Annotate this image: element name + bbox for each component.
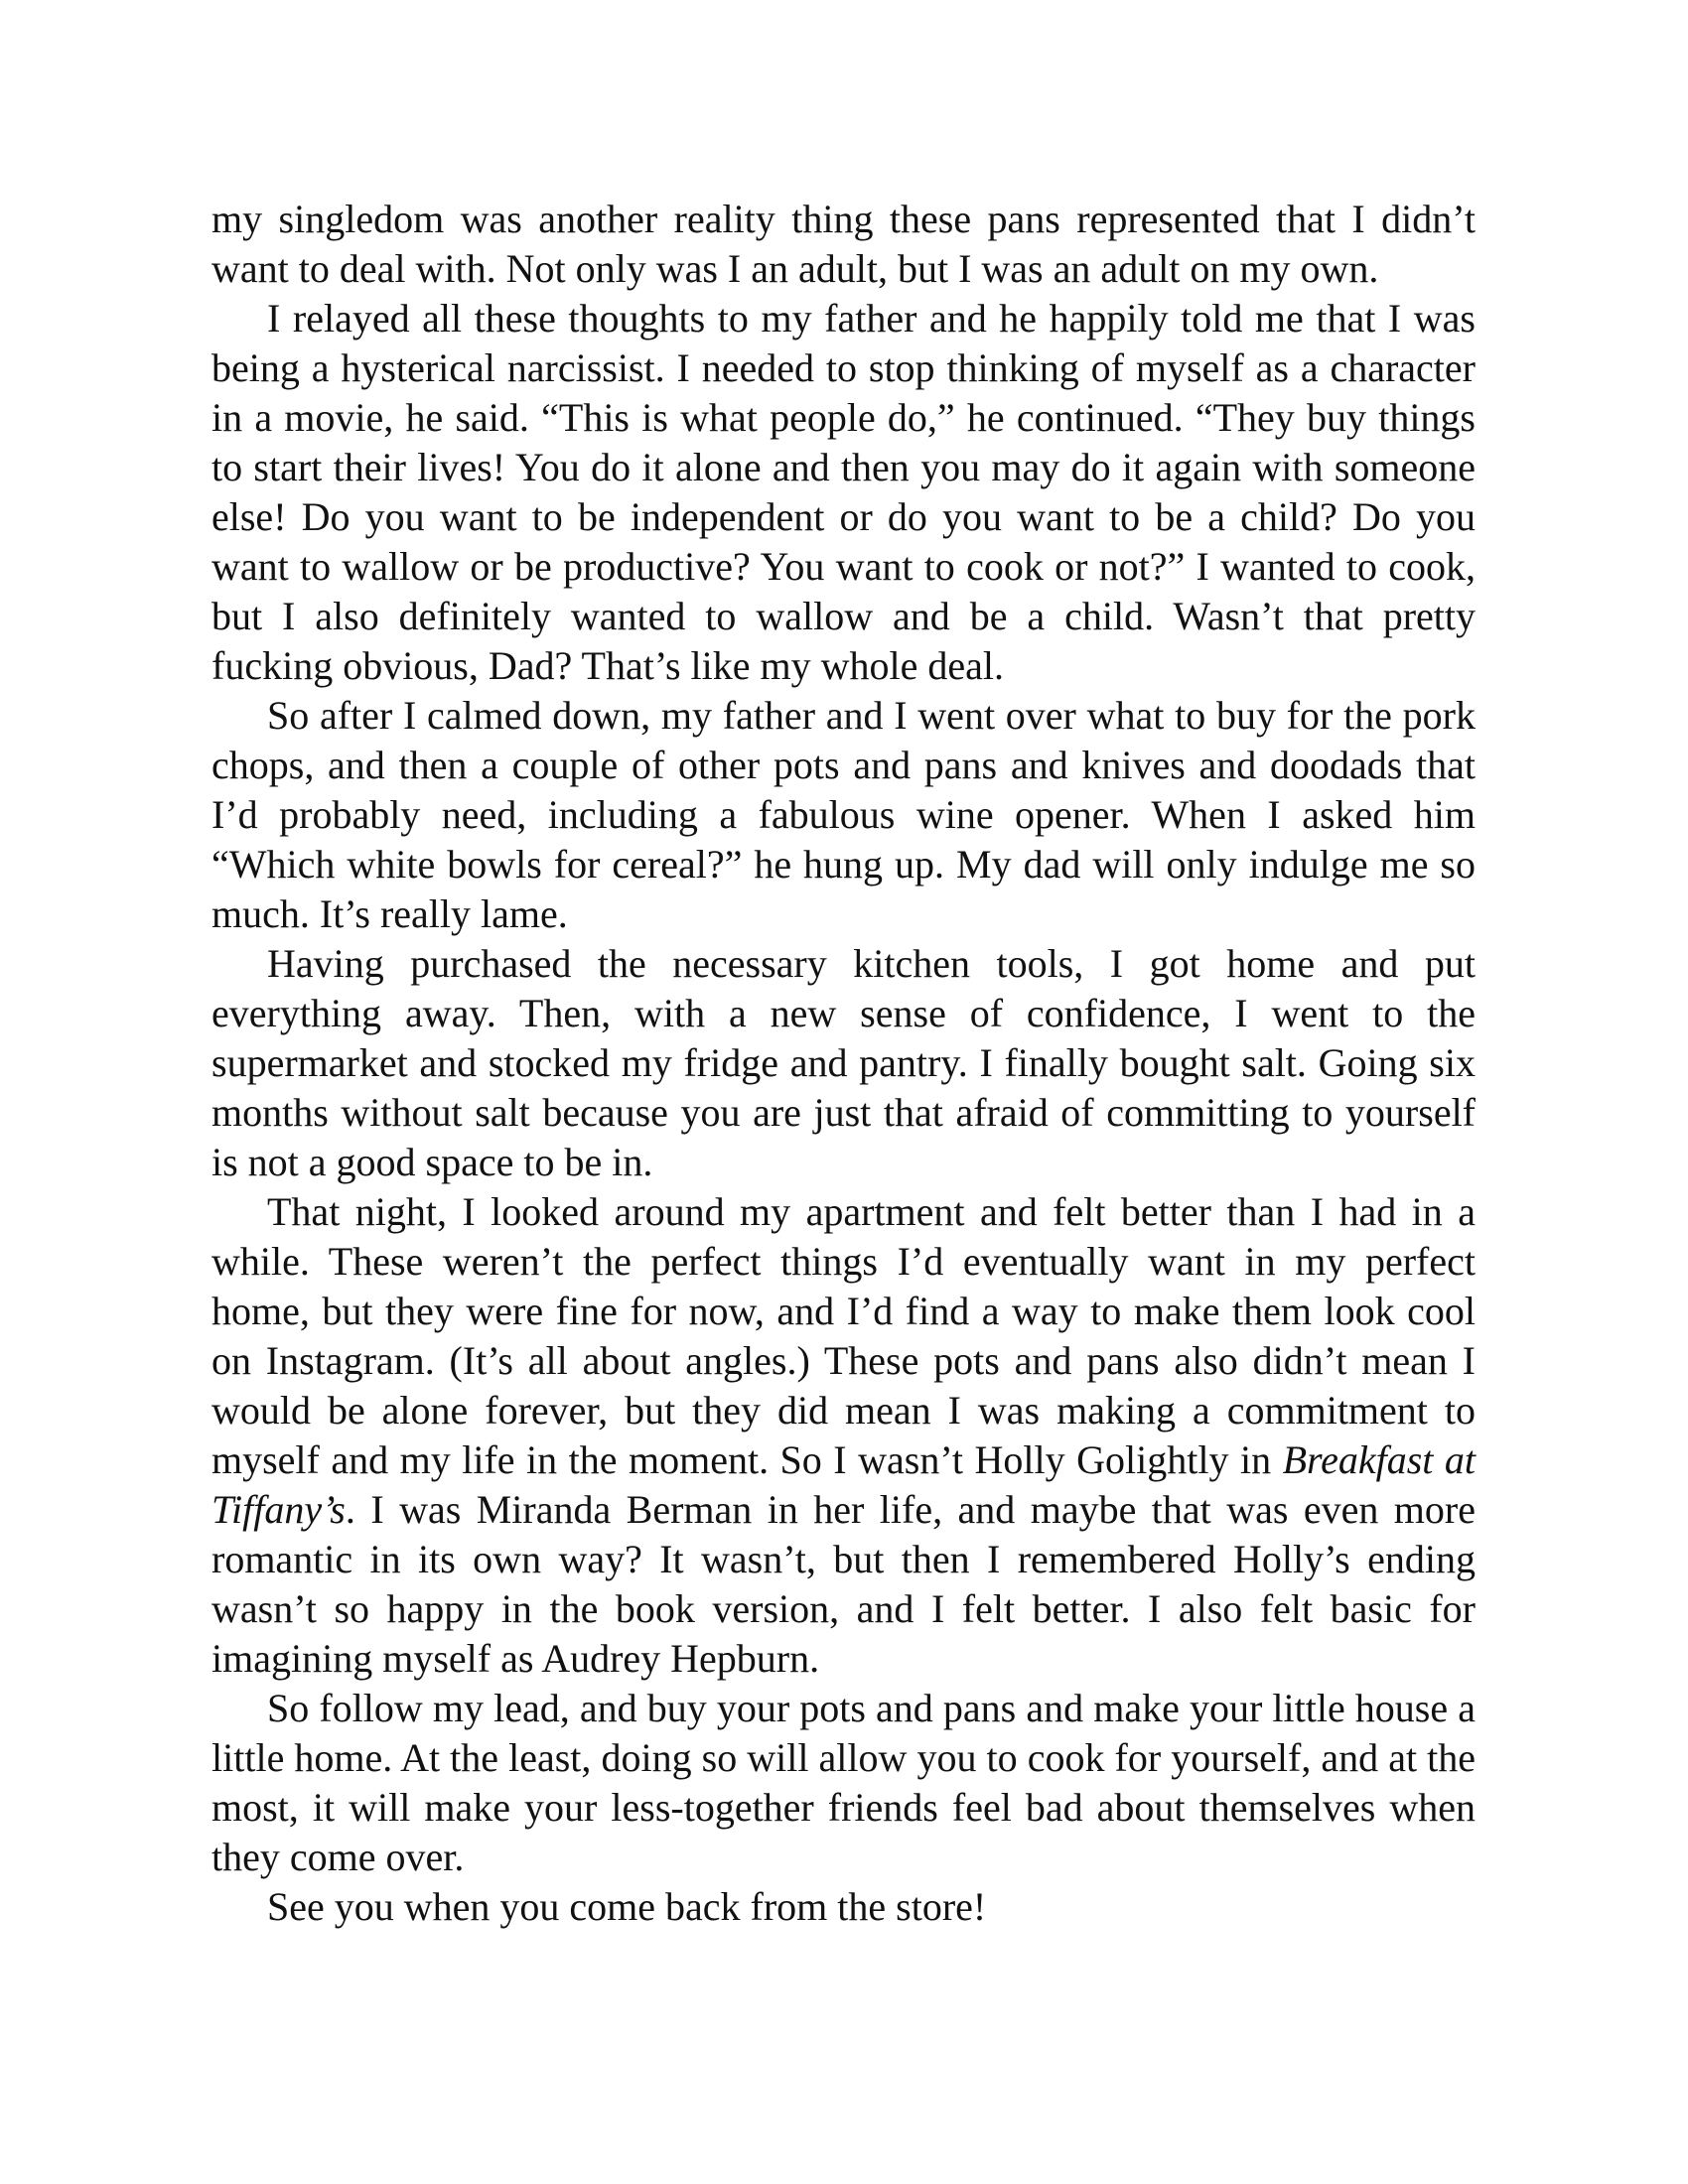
paragraph-3: So after I calmed down, my father and I went over what to buy for the pork chops, and then a couple of other pots and pans and knives and doodads that I’d probably need, including a fabulous wine opener. When I asked him “Which white bowls for cereal?” he hung up. My dad will only indulge me so much. It’s really lame. (211, 693, 1476, 936)
paragraph-5-text-after-title: . I was Miranda Berman in her life, and maybe that was even more romantic in its own way? It wasn’t, but then I remembered Holly’s ending wasn’t so happy in the book version, and I felt better. I also felt basic for imagining myself as Audrey Hepburn. (211, 1487, 1476, 1681)
book-title: Breakfast at Tiffany’s (211, 1437, 1476, 1532)
paragraph-6: So follow my lead, and buy your pots and pans and make your little house a little home. At the least, doing so will allow you to cook for yourself, and at the most, it will make your less-together friends feel bad about themselves when they come over. (211, 1686, 1476, 1879)
paragraph-5-text-before-title: That night, I looked around my apartment and felt better than I had in a while. These weren’t the perfect things I’d eventually want in my perfect home, but they were fine for now, and I’d find a way to make them look cool on Instagram. (It’s all about angles.) These pots and pans also didn’t mean I would be alone forever, but they did mean I was making a commitment to myself and my life in the moment. So I wasn’t Holly Golightly in (211, 1189, 1476, 1482)
paragraph-5 (211, 1187, 1476, 1684)
document-page (211, 195, 1476, 1932)
paragraph-4: Having purchased the necessary kitchen tools, I got home and put everything away. Then, with a new sense of confidence, I went to the supermarket and stocked my fridge and pantry. I finally bought salt. Going six months without salt because you are just that afraid of committing to yourself is not a good space to be in. (211, 941, 1476, 1184)
paragraph-7: See you when you come back from the store! (267, 1884, 987, 1929)
paragraph-2: I relayed all these thoughts to my father and he happily told me that I was being a hysterical narcissist. I needed to stop thinking of myself as a character in a movie, he said. “This is what people do,” he continued. “They buy things to start their lives! You do it alone and then you may do it again with someone else! Do you want to be independent or do you want to be a child? Do you want to wallow or be productive? You want to cook or not?” I wanted to cook, but I also definitely wanted to wallow and be a child. Wasn’t that pretty fucking obvious, Dad? That’s like my whole deal. (211, 296, 1476, 688)
paragraph-1: my singledom was another reality thing these pans represented that I didn’t want to deal with. Not only was I an adult, but I was an adult on my own. (211, 197, 1476, 291)
